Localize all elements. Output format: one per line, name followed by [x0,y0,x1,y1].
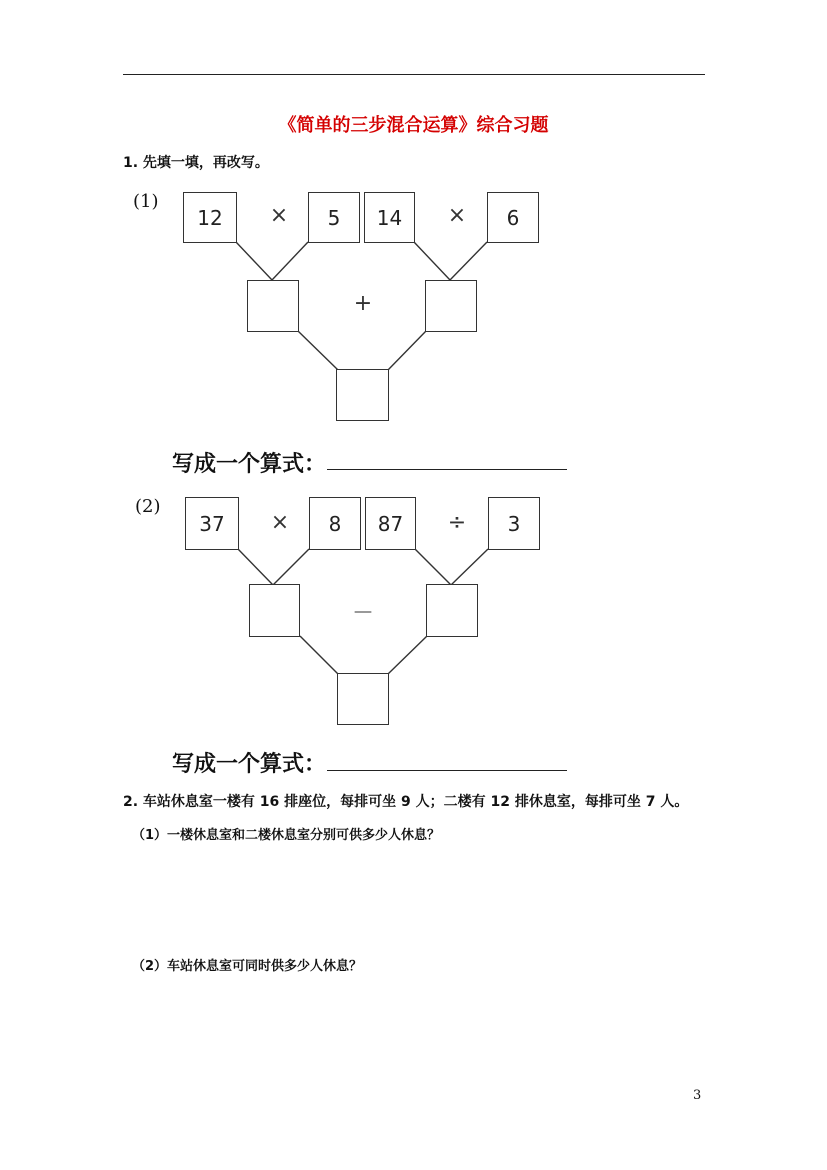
operand-box: 87 [365,497,416,550]
write-expression-label: 写成一个算式： [172,752,327,777]
answer-box[interactable] [249,584,300,637]
minus-sign: － [351,601,374,626]
part-1-label: (1) [133,191,159,212]
result-box[interactable] [336,369,389,421]
write-expression-label: 写成一个算式： [172,452,327,477]
answer-box[interactable] [425,280,477,332]
operand-box: 8 [309,497,361,550]
question-1-label: 1. 先填一填，再改写。 [123,155,269,171]
result-box[interactable] [337,673,389,725]
operand-box: 12 [183,192,237,243]
operand-box: 3 [488,497,540,550]
operand-box: 14 [364,192,415,243]
multiply-sign: × [270,510,290,535]
page-title: 《简单的三步混合运算》综合习题 [278,115,549,136]
divide-sign: ÷ [447,510,467,535]
part-2-label: (2) [135,496,161,517]
operand-box: 6 [487,192,539,243]
operand-box: 37 [185,497,239,550]
multiply-sign: × [269,203,289,228]
question-2-label: 2. 车站休息室一楼有 16 排座位，每排可坐 9 人；二楼有 12 排休息室，每排可坐 7 人。 [123,794,689,810]
operand-box: 5 [308,192,360,243]
question-2-sub-2: （2）车站休息室可同时供多少人休息？ [132,959,363,974]
question-2-sub-1: （1）一楼休息室和二楼休息室分别可供多少人休息？ [132,828,441,843]
multiply-sign: × [447,203,467,228]
answer-line[interactable] [327,770,567,771]
plus-sign: + [353,291,373,316]
answer-box[interactable] [247,280,299,332]
answer-box[interactable] [426,584,478,637]
page-number: 3 [693,1088,702,1103]
answer-line[interactable] [327,469,567,470]
